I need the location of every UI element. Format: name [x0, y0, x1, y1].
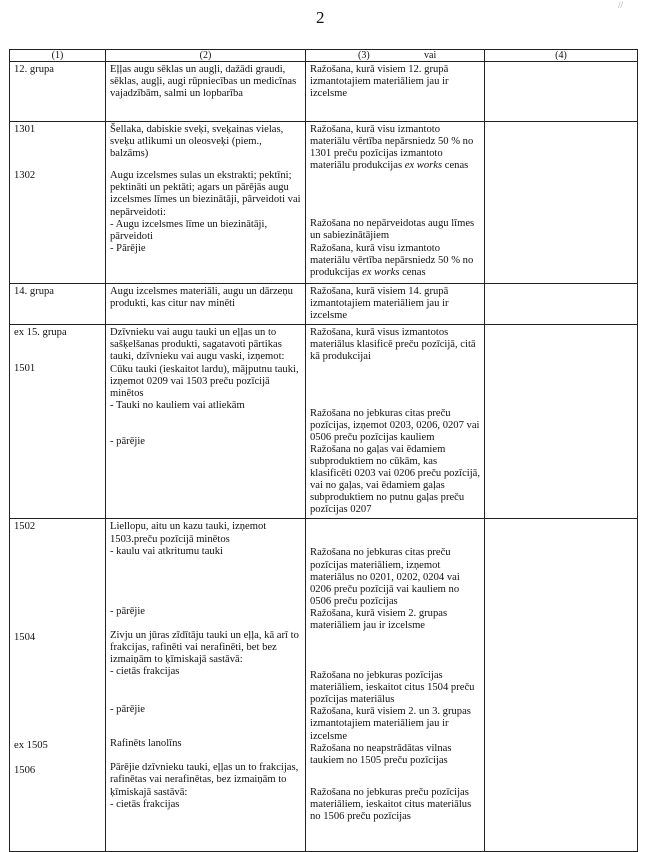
rule-1506-a: Ražošana no jebkuras preču pozīcijas materiāliem, ieskaitot citus materiālus no 1506 preču pozīcijas: [310, 786, 472, 822]
desc-1501: Cūku tauki (ieskaitot lardu), mājputnu tauki, izņemot 0209 vai 1503 preču pozīcijā minētos: [110, 363, 299, 399]
rule-1504-b: Ražošana, kurā visiem 2. un 3. grupas izmantotajiem materiāliem jau ir izcelsme: [310, 706, 471, 742]
table-header: [10, 50, 638, 62]
corner-mark: //: [618, 0, 624, 10]
desc-1504-b: - pārējie: [110, 704, 145, 716]
row-description: [106, 325, 306, 519]
row-description: Augu izcelsmes materiāli, augu un dārzeņu produkti, kas citur nav minēti: [106, 284, 306, 325]
code-1504: 1504: [14, 631, 36, 643]
desc-1504-a: - cietās frakcijas: [110, 666, 180, 678]
code-1506: 1506: [14, 764, 36, 776]
desc-1301: Šellaka, dabiskie sveķi, sveķainas vielas, sveķu atlikumi un oleosveķi (piem., balzāms): [110, 124, 284, 160]
rule-1501-a: Ražošana no jebkuras citas preču pozīcijas, izņemot 0203, 0206, 0207 vai 0506 preču pozīcijas kauliem: [310, 407, 480, 443]
rule-1301: Ražošana, kurā visu izmantoto materiālu vērtība nepārsniedz 50 % no 1301 preču pozīcijas izmantoto materiālu produkcijas ex works cenas: [310, 124, 474, 172]
row-code: 14. grupa: [10, 284, 106, 325]
origin-rules-table: [9, 49, 638, 852]
rule-1502-a: Ražošana no jebkuras citas preču pozīcijas materiāliem, izņemot materiālus no 0201, 0202, 0204 vai 0206 preču pozīcijā vai kauliem no 0506 preču pozīcijas: [310, 547, 460, 607]
rule-1504-a: Ražošana no jebkuras pozīcijas materiāliem, ieskaitot citus 1504 preču pozīcijas materiālus: [310, 670, 475, 706]
header-col3: [306, 50, 485, 62]
desc-1505: Rafinēts lanolīns: [110, 738, 182, 750]
rule-1302-a: Ražošana no nepārveidotas augu līmes un sabiezinātājiem: [310, 218, 475, 242]
code-ex15: ex 15. grupa: [14, 327, 67, 339]
row-alt-rule: [485, 122, 638, 284]
row-description: Eļļas augu sēklas un augļi, dažādi graudi, sēklas, augļi, augi rūpniecības un medicīnas vajadzībām, salmi un lopbarība: [106, 62, 306, 122]
row-code: [10, 519, 106, 852]
desc-1501-a: - Tauki no kauliem vai atliekām: [110, 399, 245, 411]
desc-1502-a: - kaulu vai atkritumu tauki: [110, 545, 223, 557]
desc-1302-b: - Pārējie: [110, 242, 146, 254]
row-rule: [306, 325, 485, 519]
rule-1502-b: Ražošana, kurā visiem 2. grupas materiāliem jau ir izcelsme: [310, 607, 448, 631]
table-row: [10, 519, 638, 852]
desc-1502-b: - pārējie: [110, 605, 145, 617]
rule-1302-b: Ražošana, kurā visu izmantoto materiālu vērtība nepārsniedz 50 % no produkcijas ex works cenas: [310, 242, 474, 278]
row-rule: Ražošana, kurā visiem 14. grupā izmantotajiem materiāliem jau ir izcelsme: [306, 284, 485, 325]
code-1505: ex 1505: [14, 739, 48, 751]
table-row: [10, 325, 638, 519]
desc-1501-b: - pārējie: [110, 435, 145, 447]
rule-1505: Ražošana no neapstrādātas vilnas taukiem no 1505 preču pozīcijas: [310, 742, 452, 766]
desc-ex15: Dzīvnieku vai augu tauki un eļļas un to sašķelšanas produkti, sagatavoti pārtikas tauki, dzīvnieku vai augu vaski, izņemot:: [110, 327, 285, 363]
row-description: [106, 519, 306, 852]
rule-1501-b: Ražošana no gaļas vai ēdamiem subproduktiem no cūkām, kas klasificēti 0203 vai 0206 preču pozīcijā, vai no gaļas, vai ēdamiem gaļas subproduktiem no putnu gaļas preču pozīcijas 0207: [310, 443, 481, 516]
code-1302: 1302: [14, 170, 36, 182]
table-row: [10, 62, 638, 122]
desc-1302: Augu izcelsmes sulas un ekstrakti; pektīni; pektināti un pektāti; agars un pārējās augu izcelsmes līmes un biezinātāji, pārveidoti vai nepārveidoti:: [110, 170, 301, 218]
code-1301: 1301: [14, 124, 36, 135]
desc-1506: Pārējie dzīvnieku tauki, eļļas un to frakcijas, rafinētas vai nerafinētas, bez izmaiņām to ķīmiskajā sastāvā:: [110, 762, 299, 798]
rule-ex15: Ražošana, kurā visus izmantotos materiālus klasificē preču pozīcijā, citā kā produkcijai: [310, 327, 476, 363]
row-alt-rule: [485, 62, 638, 122]
row-alt-rule: [485, 519, 638, 852]
row-rule: [306, 519, 485, 852]
row-description: [106, 122, 306, 284]
row-code: [10, 122, 106, 284]
row-rule: [306, 122, 485, 284]
code-1502: 1502: [14, 521, 36, 533]
table-row: [10, 284, 638, 325]
desc-1504: Zivju un jūras zīdītāju tauki un eļļa, kā arī to frakcijas, rafinēti vai nerafinēti, bet bez izmaiņām to ķīmiskajā sastāvā:: [110, 629, 299, 665]
row-alt-rule: [485, 325, 638, 519]
row-alt-rule: [485, 284, 638, 325]
header-col2: (2): [106, 50, 306, 62]
header-col4: (4): [485, 50, 638, 62]
row-rule: Ražošana, kurā visiem 12. grupā izmantotajiem materiāliem jau ir izcelsme: [306, 62, 485, 122]
header-vai: vai: [424, 50, 437, 61]
header-col1: (1): [10, 50, 106, 62]
code-1501: 1501: [14, 363, 36, 375]
desc-1302-a: - Augu izcelsmes līme un biezinātāji, pārveidoti: [110, 218, 268, 242]
desc-1502: Liellopu, aitu un kazu tauki, izņemot 1503.preču pozīcijā minētos: [110, 521, 267, 545]
table-row: [10, 122, 638, 284]
header-col3-label: (3): [358, 50, 370, 61]
desc-1506-a: - cietās frakcijas: [110, 798, 180, 810]
row-code: 12. grupa: [10, 62, 106, 122]
page-number: 2: [316, 8, 325, 27]
row-code: [10, 325, 106, 519]
